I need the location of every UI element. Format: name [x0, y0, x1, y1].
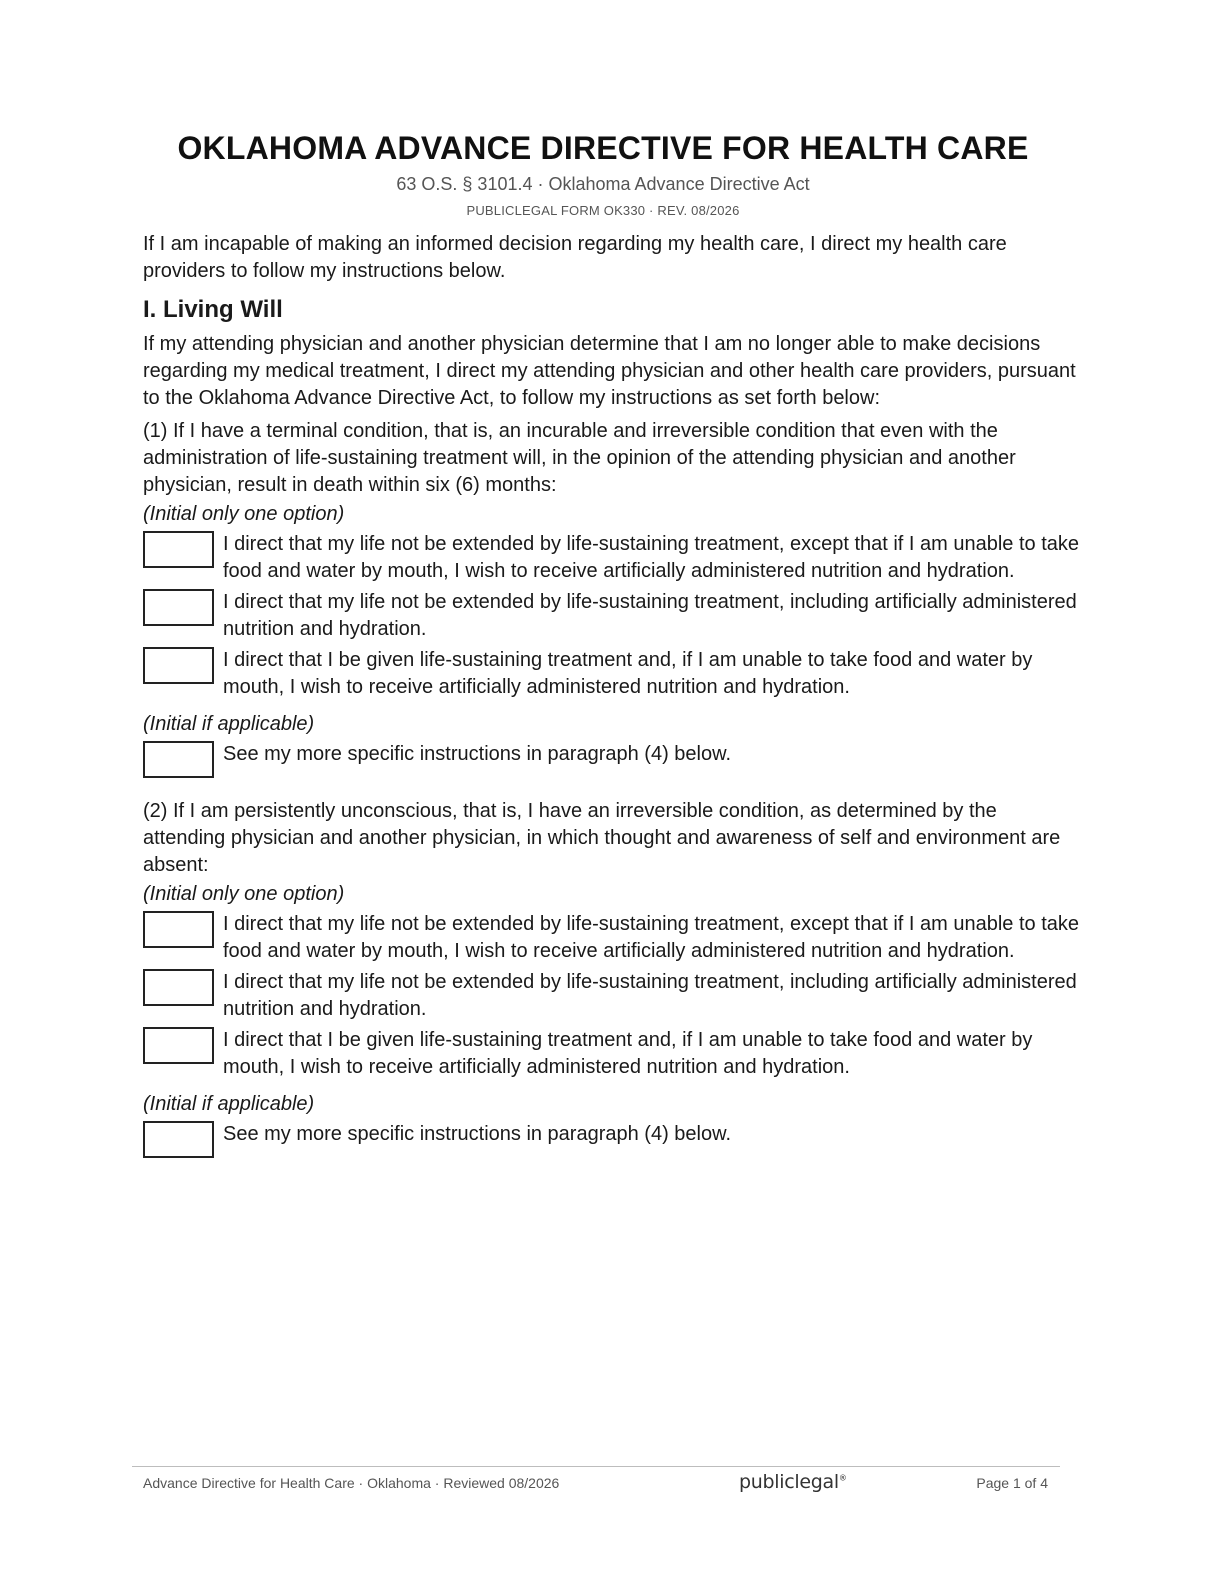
- page-number: Page 1 of 4: [976, 1475, 1048, 1491]
- initial-box[interactable]: [143, 589, 214, 626]
- paragraph-2-instruction-applicable: (Initial if applicable): [143, 1093, 315, 1115]
- paragraph-2-instruction-one: (Initial only one option): [143, 883, 345, 905]
- document-title: OKLAHOMA ADVANCE DIRECTIVE FOR HEALTH CARE: [177, 130, 1029, 166]
- initial-box[interactable]: [143, 531, 214, 568]
- initial-box[interactable]: [143, 969, 214, 1006]
- page-footer: [132, 1466, 1060, 1507]
- option-text: I direct that my life not be extended by life-sustaining treatment, including artificially administered nutrition and hydration.: [223, 591, 1077, 640]
- statute-subtitle: 63 O.S. § 3101.4 · Oklahoma Advance Directive Act: [396, 174, 810, 194]
- initial-box[interactable]: [143, 1027, 214, 1064]
- intro-paragraph: If I am incapable of making an informed decision regarding my health care, I direct my health care providers to follow my instructions below.: [143, 233, 1007, 282]
- initial-box[interactable]: [143, 911, 214, 948]
- paragraph-2-option-2: [143, 969, 1083, 1023]
- initial-box[interactable]: [143, 647, 214, 684]
- paragraph-1-instruction-applicable: (Initial if applicable): [143, 713, 315, 735]
- paragraph-1-text: (1) If I have a terminal condition, that is, an incurable and irreversible condition that even with the administration of life-sustaining treatment will, in the opinion of the attending physician and another physician, result in death within six (6) months:: [143, 420, 1016, 496]
- paragraph-1-applicable-option: [143, 741, 1083, 778]
- paragraph-1-option-2: [143, 589, 1083, 643]
- option-text: I direct that my life not be extended by life-sustaining treatment, including artificially administered nutrition and hydration.: [223, 971, 1077, 1020]
- paragraph-2-text: (2) If I am persistently unconscious, that is, I have an irreversible condition, as determined by the attending physician and another physician, in which thought and awareness of self and environment are absent:: [143, 800, 1061, 876]
- option-text: See my more specific instructions in paragraph (4) below.: [223, 743, 732, 765]
- form-code: PUBLICLEGAL FORM OK330 · REV. 08/2026: [466, 203, 740, 218]
- paragraph-2-option-1: [143, 911, 1083, 965]
- initial-box[interactable]: [143, 741, 214, 778]
- paragraph-1-instruction-one: (Initial only one option): [143, 503, 345, 525]
- option-text: I direct that I be given life-sustaining treatment and, if I am unable to take food and water by mouth, I wish to receive artificially administered nutrition and hydration.: [223, 1029, 1033, 1078]
- option-text: See my more specific instructions in paragraph (4) below.: [223, 1123, 732, 1145]
- paragraph-2-applicable-option: [143, 1121, 1083, 1158]
- logo-wordmark: publiclegal: [739, 1471, 839, 1493]
- option-text: I direct that my life not be extended by life-sustaining treatment, except that if I am unable to take food and water by mouth, I wish to receive artificially administered nutrition and hydration.: [223, 913, 1080, 962]
- option-text: I direct that my life not be extended by life-sustaining treatment, except that if I am unable to take food and water by mouth, I wish to receive artificially administered nutrition and hydration.: [223, 533, 1080, 582]
- initial-box[interactable]: [143, 1121, 214, 1158]
- paragraph-1-option-1: [143, 531, 1083, 585]
- option-text: I direct that I be given life-sustaining treatment and, if I am unable to take food and water by mouth, I wish to receive artificially administered nutrition and hydration.: [223, 649, 1033, 698]
- spacer: [143, 778, 1083, 792]
- publiclegal-logo: [739, 1471, 847, 1493]
- section-heading-living-will: I. Living Will: [143, 296, 283, 323]
- document-page: [143, 128, 1083, 1158]
- paragraph-1-option-3: [143, 647, 1083, 701]
- logo-mark: ®: [838, 1473, 847, 1483]
- footer-document-info: Advance Directive for Health Care · Oklahoma · Reviewed 08/2026: [143, 1475, 560, 1491]
- living-will-body: If my attending physician and another physician determine that I am no longer able to make decisions regarding my medical treatment, I direct my attending physician and other health care providers, pursuant to the Oklahoma Advance Directive Act, to follow my instructions as set forth below:: [143, 333, 1076, 409]
- paragraph-2-option-3: [143, 1027, 1083, 1081]
